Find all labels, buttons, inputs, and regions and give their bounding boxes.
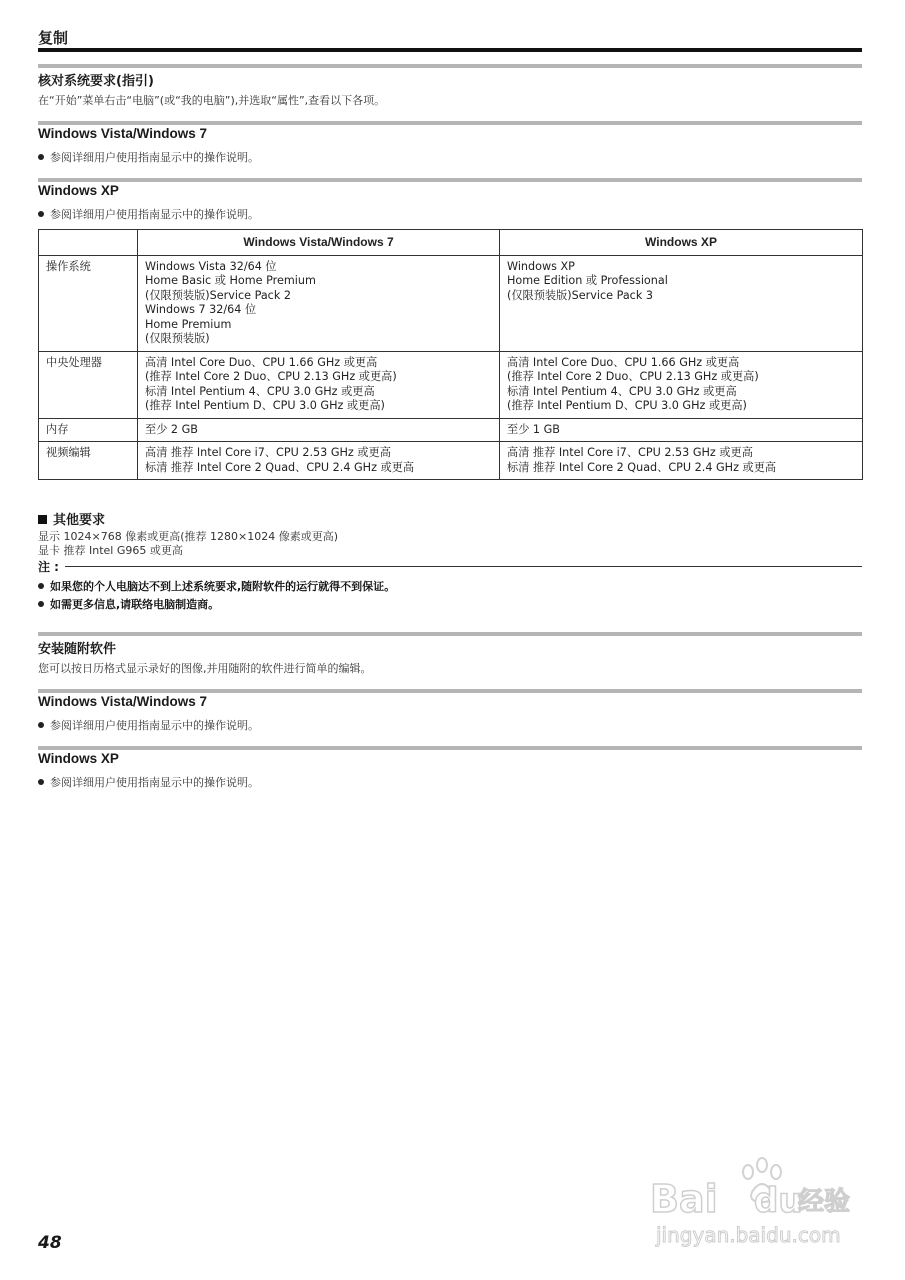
graphics-requirement: 显卡 推荐 Intel G965 或更高 — [38, 544, 183, 557]
bullet-item: 参阅详细用户使用指南显示中的操作说明。 — [38, 774, 259, 790]
section-divider — [38, 689, 862, 693]
square-bullet-icon — [38, 515, 47, 524]
svg-text:Bai: Bai — [650, 1177, 718, 1221]
bullet-item: 参阅详细用户使用指南显示中的操作说明。 — [38, 149, 259, 165]
bullet-icon — [38, 583, 44, 589]
bullet-icon — [38, 779, 44, 785]
section-divider — [38, 746, 862, 750]
svg-text:经验: 经验 — [798, 1187, 851, 1217]
subheading-vista: Windows Vista/Windows 7 — [38, 126, 208, 141]
bullet-item: 参阅详细用户使用指南显示中的操作说明。 — [38, 717, 259, 733]
bullet-icon — [38, 154, 44, 160]
note-rule — [65, 566, 862, 567]
row-label: 操作系统 — [39, 255, 138, 351]
xp-cell: 至少 1 GB — [500, 418, 863, 442]
bullet-icon — [38, 722, 44, 728]
section-divider — [38, 632, 862, 636]
svg-text:du: du — [754, 1181, 803, 1221]
vista-cell: Windows Vista 32/64 位 Home Basic 或 Home Premium (仅限预装版)Service Pack 2 Windows 7 32/64 位 Home Premium (仅限预装版) — [138, 255, 500, 351]
display-requirement: 显示 1024×768 像素或更高(推荐 1280×1024 像素或更高) — [38, 530, 338, 543]
section-divider — [38, 178, 862, 182]
table-header-row — [39, 230, 863, 256]
table-row — [39, 442, 863, 480]
bullet-icon — [38, 211, 44, 217]
row-label: 视频编辑 — [39, 442, 138, 480]
section-intro: 您可以按日历格式显示录好的图像,并用随附的软件进行简单的编辑。 — [38, 662, 372, 675]
table-row — [39, 418, 863, 442]
table-header-cell: Windows XP — [500, 230, 863, 256]
subheading-vista: Windows Vista/Windows 7 — [38, 694, 208, 709]
page-title: 复制 — [38, 29, 69, 47]
note-label: 注 : — [38, 560, 59, 574]
requirements-table — [38, 229, 863, 480]
note-item: 如果您的个人电脑达不到上述系统要求,随附软件的运行就得不到保证。 — [38, 578, 395, 594]
vista-cell: 至少 2 GB — [138, 418, 500, 442]
section-heading-requirements: 核对系统要求(指引) — [38, 74, 154, 89]
baidu-jingyan-watermark — [648, 1150, 858, 1250]
table-row — [39, 351, 863, 418]
bullet-icon — [38, 601, 44, 607]
subheading-xp: Windows XP — [38, 751, 119, 766]
row-label: 中央处理器 — [39, 351, 138, 418]
table-row — [39, 255, 863, 351]
table-header-cell: Windows Vista/Windows 7 — [138, 230, 500, 256]
svg-text:jingyan.baidu.com: jingyan.baidu.com — [656, 1223, 841, 1247]
xp-cell: 高清 Intel Core Duo、CPU 1.66 GHz 或更高 (推荐 Intel Core 2 Duo、CPU 2.13 GHz 或更高) 标清 Intel Pentium 4、CPU 3.0 GHz 或更高 (推荐 Intel Pentium D、CPU 3.0 GHz 或更高) — [500, 351, 863, 418]
section-intro: 在“开始”菜单右击“电脑”(或“我的电脑”),并选取“属性”,查看以下各项。 — [38, 94, 386, 107]
vista-cell: 高清 Intel Core Duo、CPU 1.66 GHz 或更高 (推荐 Intel Core 2 Duo、CPU 2.13 GHz 或更高) 标清 Intel Pentium 4、CPU 3.0 GHz 或更高 (推荐 Intel Pentium D、CPU 3.0 GHz 或更高) — [138, 351, 500, 418]
row-label: 内存 — [39, 418, 138, 442]
bullet-item: 参阅详细用户使用指南显示中的操作说明。 — [38, 206, 259, 222]
xp-cell: Windows XP Home Edition 或 Professional (仅限预装版)Service Pack 3 — [500, 255, 863, 351]
xp-cell: 高清 推荐 Intel Core i7、CPU 2.53 GHz 或更高 标清 推荐 Intel Core 2 Quad、CPU 2.4 GHz 或更高 — [500, 442, 863, 480]
subheading-xp: Windows XP — [38, 183, 119, 198]
note-item: 如需更多信息,请联络电脑制造商。 — [38, 596, 219, 612]
other-requirements-heading: 其他要求 — [38, 509, 105, 528]
vista-cell: 高清 推荐 Intel Core i7、CPU 2.53 GHz 或更高 标清 推荐 Intel Core 2 Quad、CPU 2.4 GHz 或更高 — [138, 442, 500, 480]
title-rule — [38, 48, 862, 52]
page-number: 48 — [38, 1233, 62, 1253]
section-heading-install: 安装随附软件 — [38, 642, 117, 657]
section-divider — [38, 64, 862, 68]
table-header-cell — [39, 230, 138, 256]
section-divider — [38, 121, 862, 125]
